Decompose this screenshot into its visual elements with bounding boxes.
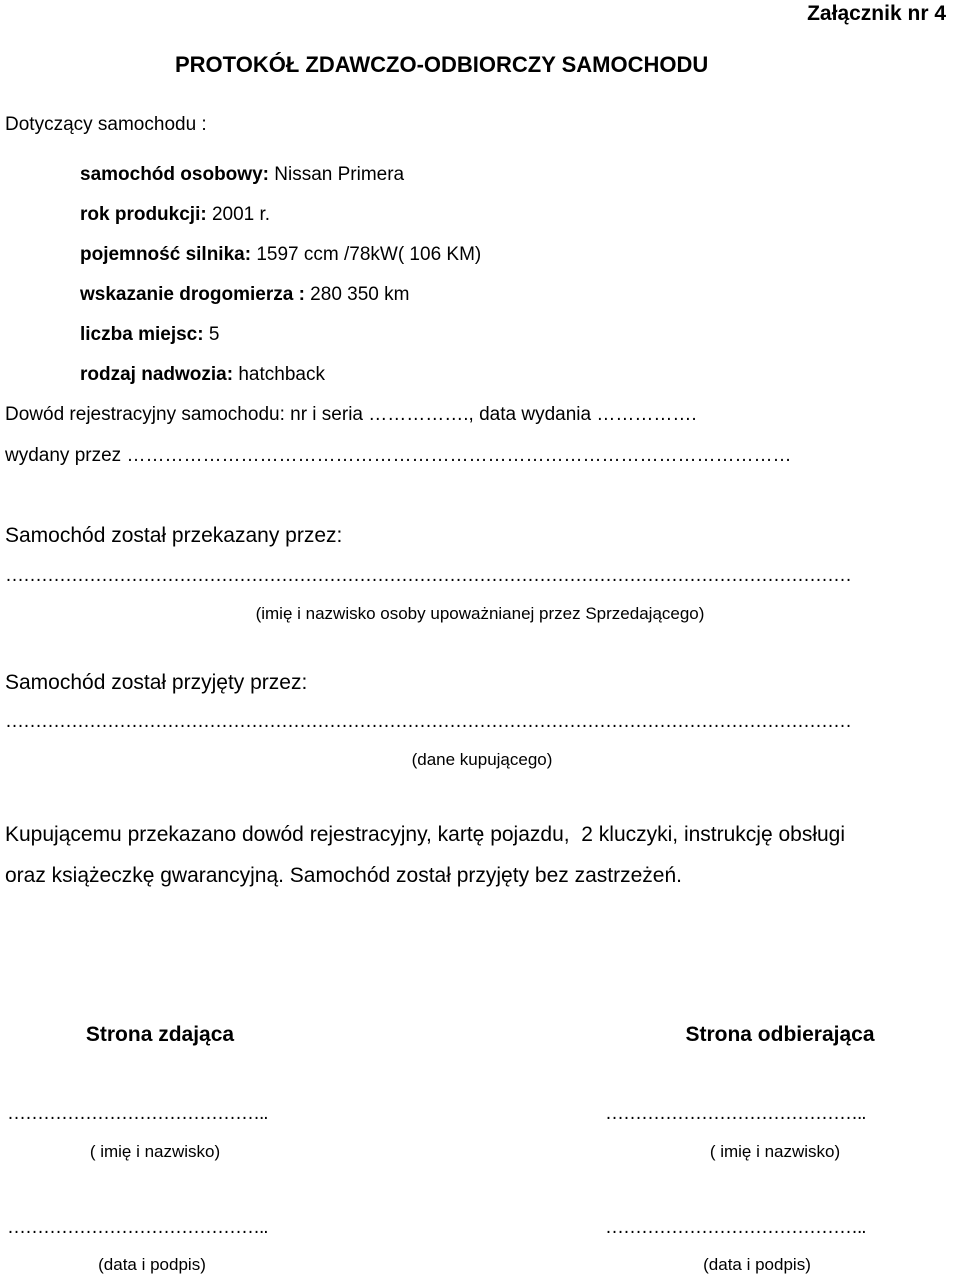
seats-label: liczba miejsc: [80,324,204,345]
car-type-label: samochód osobowy: [80,164,269,185]
receiving-party-name-line: …………………………………….. [605,1103,866,1124]
handing-party-name-caption: ( imię i nazwisko) [89,1142,221,1161]
odometer-line [80,285,409,304]
body-value: hatchback [233,364,325,385]
issued-by-line: wydany przez …………………………………………………………………………………………… [5,445,792,466]
receiving-party-signature-line: …………………………………….. [605,1217,866,1238]
car-type-line [80,165,404,184]
body-label: rodzaj nadwozia: [80,364,234,385]
intro-text: Dotyczący samochodu : [5,114,207,135]
engine-line [80,245,481,264]
year-label: rok produkcji: [80,204,207,225]
engine-value: 1597 ccm /78kW( 106 KM) [251,244,482,265]
statement-line-2: oraz książeczkę gwarancyjną. Samochód został przyjęty bez zastrzeżeń. [5,864,682,887]
handing-party-name-line: …………………………………….. [7,1103,268,1124]
odometer-label: wskazanie drogomierza : [80,284,305,305]
receiving-party-name-caption: ( imię i nazwisko) [709,1142,841,1161]
registration-line: Dowód rejestracyjny samochodu: nr i seria ……………., data wydania ……………. [5,404,697,425]
receipt-dotted-line: …………………………………………………………………………………………………………………………… [5,712,851,731]
receipt-caption: (dane kupującego) [411,750,553,769]
handover-dotted-line: …………………………………………………………………………………………………………………………… [5,566,851,585]
engine-label: pojemność silnika: [80,244,252,265]
handing-party-signature-caption: (data i podpis) [98,1255,206,1274]
handover-label: Samochód został przekazany przez: [5,524,343,547]
year-line [80,205,270,224]
odometer-value: 280 350 km [304,284,410,305]
year-value: 2001 r. [206,204,271,225]
handing-party-signature-line: …………………………………….. [7,1217,268,1238]
receiving-party-signature-caption: (data i podpis) [703,1255,811,1274]
receipt-label: Samochód został przyjęty przez: [5,671,308,694]
car-type-value: Nissan Primera [268,164,405,185]
seats-value: 5 [203,324,220,345]
handover-caption: (imię i nazwisko osoby upoważnianej przez Sprzedającego) [255,604,705,623]
statement-line-1: Kupującemu przekazano dowód rejestracyjny, kartę pojazdu, 2 kluczyki, instrukcję obsługi [5,823,846,846]
document-title: PROTOKÓŁ ZDAWCZO-ODBIORCZY SAMOCHODU [175,52,709,77]
attachment-label: Załącznik nr 4 [807,2,946,25]
handing-party-heading: Strona zdająca [85,1023,235,1046]
body-line [80,365,325,384]
seats-line [80,325,219,344]
receiving-party-heading: Strona odbierająca [685,1023,875,1046]
